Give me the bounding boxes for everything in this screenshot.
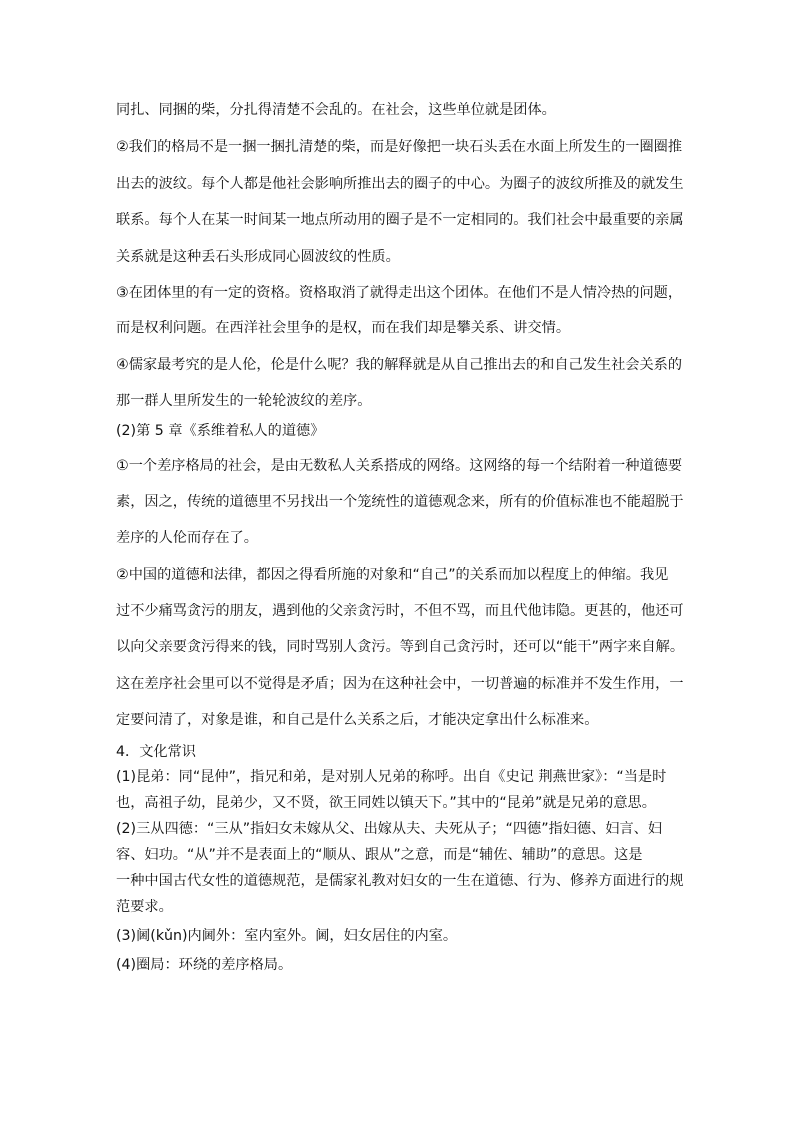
paragraph-line: 联系。每个人在某一时间某一地点所动用的圈子是不一定相同的。我们社会中最重要的亲属 (116, 212, 684, 228)
paragraph-line: 以向父亲要贪污得来的钱，同时骂别人贪污。等到自己贪污时，还可以“能干”两字来自解。 (116, 639, 685, 655)
paragraph-line: 差序的人伦而存在了。 (116, 530, 258, 546)
paragraph-line: 过不少痛骂贪污的朋友，遇到他的父亲贪污时，不但不骂，而且代他讳隐。更甚的，他还可 (116, 603, 684, 619)
paragraph-line: (3)阃(kǔn)内阃外：室内室外。阃，妇女居住的内室。 (116, 928, 458, 944)
paragraph-line: ①一个差序格局的社会，是由无数私人关系搭成的网络。这网络的每一个结附着一种道德要 (116, 458, 683, 474)
paragraph-line: 定要问清了，对象是谁，和自己是什么关系之后，才能决定拿出什么标准来。 (116, 712, 599, 728)
paragraph-line: (4)圈局：环绕的差序格局。 (116, 957, 293, 973)
paragraph-line: 出去的波纹。每个人都是他社会影响所推出去的圈子的中心。为圈子的波纹所推及的就发生 (116, 176, 684, 192)
paragraph-line: 范要求。 (116, 899, 173, 915)
paragraph-line: 一种中国古代女性的道德规范，是儒家礼教对妇女的一生在道德、行为、修养方面进行的规 (116, 873, 684, 889)
paragraph-line: 也，高祖子幼，昆弟少，又不贤，欲王同姓以镇天下。”其中的“昆弟”就是兄弟的意思。 (116, 795, 656, 811)
section-heading: (2)第 5 章《系维着私人的道德》 (116, 423, 325, 439)
paragraph-line: (2)三从四德：“三从”指妇女未嫁从父、出嫁从夫、夫死从子；“四德”指妇德、妇言、妇 (116, 821, 663, 837)
paragraph-line: 而是权利问题。在西洋社会里争的是权，而在我们却是攀关系、讲交情。 (116, 320, 571, 336)
paragraph-line: (1)昆弟：同“昆仲”，指兄和弟，是对别人兄弟的称呼。出自《史记 荆燕世家》：“当是时 (116, 769, 667, 785)
paragraph-line: ②中国的道德和法律，都因之得看所施的对象和“自己”的关系而加以程度上的伸缩。我见 (116, 567, 669, 583)
paragraph-line: ②我们的格局不是一捆一捆扎清楚的柴，而是好像把一块石头丢在水面上所发生的一圈圈推 (116, 139, 683, 155)
paragraph-line: 素，因之，传统的道德里不另找出一个笼统性的道德观念来，所有的价值标准也不能超脱于 (116, 494, 684, 510)
paragraph-line: 关系就是这种丢石头形成同心圆波纹的性质。 (116, 249, 400, 265)
paragraph-line: 这在差序社会里可以不觉得是矛盾；因为在这种社会中，一切普遍的标准并不发生作用，一 (116, 676, 684, 692)
paragraph-line: 容、妇功。“从”并不是表面上的“顺从、跟从”之意，而是“辅佐、辅助”的意思。这是 (116, 847, 643, 863)
paragraph-line: ③在团体里的有一定的资格。资格取消了就得走出这个团体。在他们不是人情冷热的问题， (116, 285, 683, 301)
paragraph-line: ④儒家最考究的是人伦，伦是什么呢？我的解释就是从自己推出去的和自己发生社会关系的 (116, 357, 683, 373)
section-heading: 4．文化常识 (116, 744, 196, 760)
paragraph-line: 那一群人里所发生的一轮轮波纹的差序。 (116, 393, 372, 409)
paragraph-line: 同扎、同捆的柴，分扎得清楚不会乱的。在社会，这些单位就是团体。 (116, 102, 556, 118)
